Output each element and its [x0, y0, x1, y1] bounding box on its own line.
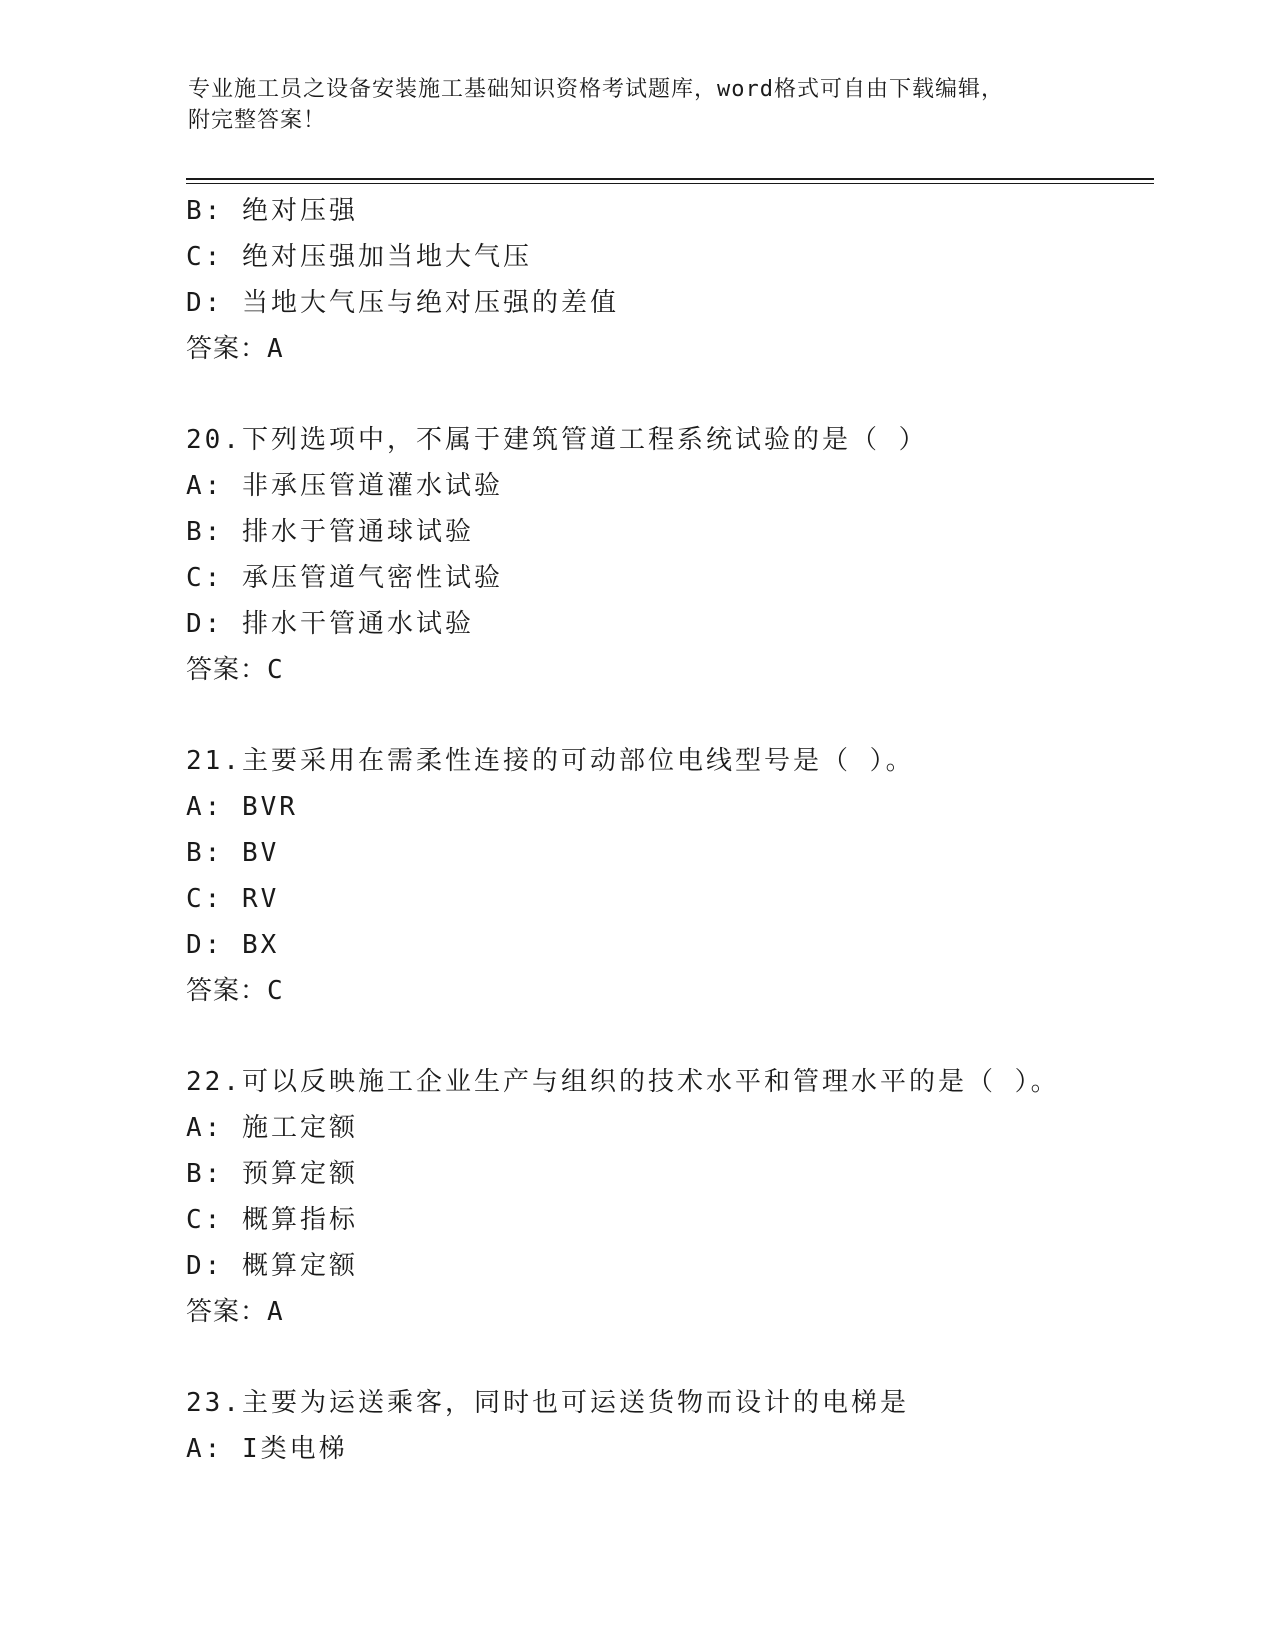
option-a: A: 非承压管道灌水试验: [186, 471, 503, 501]
header-divider-top: [186, 178, 1154, 180]
question-20: [186, 417, 1166, 693]
option-b: B: 预算定额: [186, 1159, 358, 1189]
header-line-1: 专业施工员之设备安装施工基础知识资格考试题库，word格式可自由下载编辑，: [188, 77, 1004, 102]
question-21: [186, 738, 1166, 1014]
answer: 答案：C: [186, 976, 284, 1006]
question-text: 20.下列选项中，不属于建筑管道工程系统试验的是（ ）: [186, 425, 928, 455]
option-b: B: 排水于管通球试验: [186, 517, 474, 547]
header-divider-bottom: [186, 183, 1154, 184]
option-d: D: 当地大气压与绝对压强的差值: [186, 288, 619, 318]
option-c: C: 绝对压强加当地大气压: [186, 242, 532, 272]
option-a: A: BVR: [186, 792, 298, 822]
question-list: [186, 188, 1166, 1472]
option-c: C: RV: [186, 884, 280, 914]
option-a: A: 施工定额: [186, 1113, 358, 1143]
option-a: A: I类电梯: [186, 1434, 348, 1464]
option-b: B: BV: [186, 838, 280, 868]
document-header: [188, 74, 1088, 136]
option-b: B: 绝对压强: [186, 196, 358, 226]
option-d: D: BX: [186, 930, 280, 960]
question-text: 23.主要为运送乘客，同时也可运送货物而设计的电梯是: [186, 1388, 909, 1418]
question-19-continued: [186, 188, 1166, 372]
question-23: [186, 1380, 1166, 1472]
question-22: [186, 1059, 1166, 1335]
answer: 答案：A: [186, 334, 284, 364]
answer: 答案：C: [186, 655, 284, 685]
option-c: C: 概算指标: [186, 1205, 358, 1235]
option-d: D: 概算定额: [186, 1251, 358, 1281]
option-d: D: 排水干管通水试验: [186, 609, 474, 639]
header-line-2: 附完整答案！: [188, 108, 327, 133]
option-c: C: 承压管道气密性试验: [186, 563, 503, 593]
question-text: 21.主要采用在需柔性连接的可动部位电线型号是（ ）。: [186, 746, 915, 776]
question-text: 22.可以反映施工企业生产与组织的技术水平和管理水平的是（ ）。: [186, 1067, 1060, 1097]
answer: 答案：A: [186, 1297, 284, 1327]
